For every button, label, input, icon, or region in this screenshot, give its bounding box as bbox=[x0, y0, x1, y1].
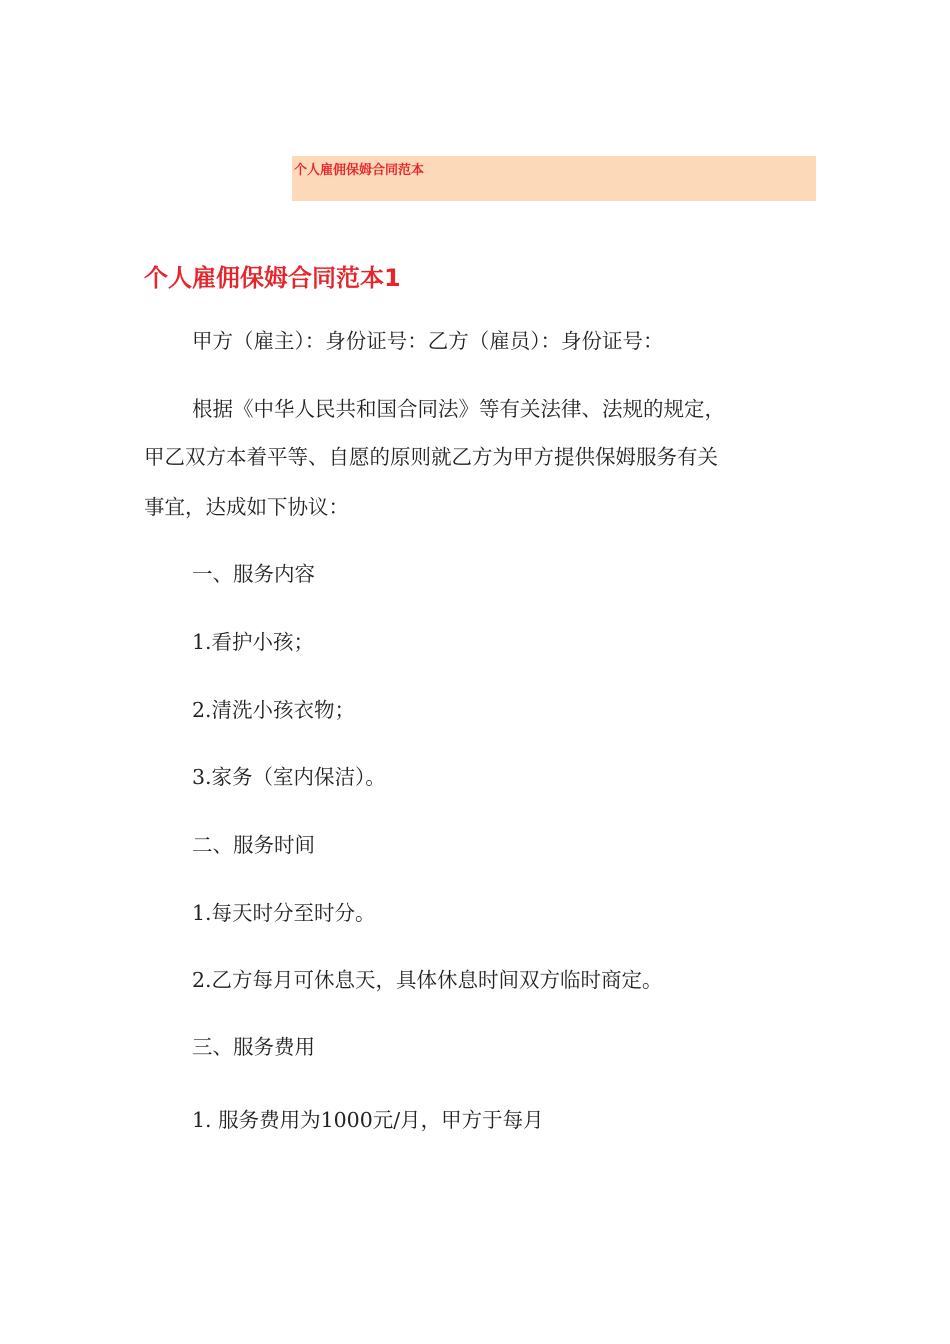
preamble-line-2: 甲乙双方本着平等、自愿的原则就乙方为甲方提供保姆服务有关 bbox=[144, 445, 718, 469]
header-banner bbox=[292, 156, 816, 201]
header-banner-text: 个人雇佣保姆合同范本 bbox=[294, 163, 425, 178]
document-title: 个人雇佣保姆合同范本1 bbox=[144, 264, 401, 292]
preamble-line-1: 根据《中华人民共和国合同法》等有关法律、法规的规定， bbox=[192, 397, 725, 421]
section1-item-1: 1.看护小孩； bbox=[192, 630, 315, 654]
section3-item-1: 1. 服务费用为1000元/月，甲方于每月 bbox=[192, 1108, 544, 1132]
parties-line: 甲方（雇主）：身份证号：乙方（雇员）：身份证号： bbox=[192, 329, 664, 353]
section1-heading: 一、服务内容 bbox=[192, 562, 315, 586]
section3-heading: 三、服务费用 bbox=[192, 1035, 315, 1059]
section2-item-1: 1.每天时分至时分。 bbox=[192, 901, 376, 925]
section2-item-2: 2.乙方每月可休息天，具体休息时间双方临时商定。 bbox=[192, 968, 663, 992]
section1-item-3: 3.家务（室内保洁）。 bbox=[192, 765, 386, 789]
section2-heading: 二、服务时间 bbox=[192, 833, 315, 857]
preamble-line-3: 事宜，达成如下协议： bbox=[144, 495, 349, 519]
section1-item-2: 2.清洗小孩衣物； bbox=[192, 698, 356, 722]
